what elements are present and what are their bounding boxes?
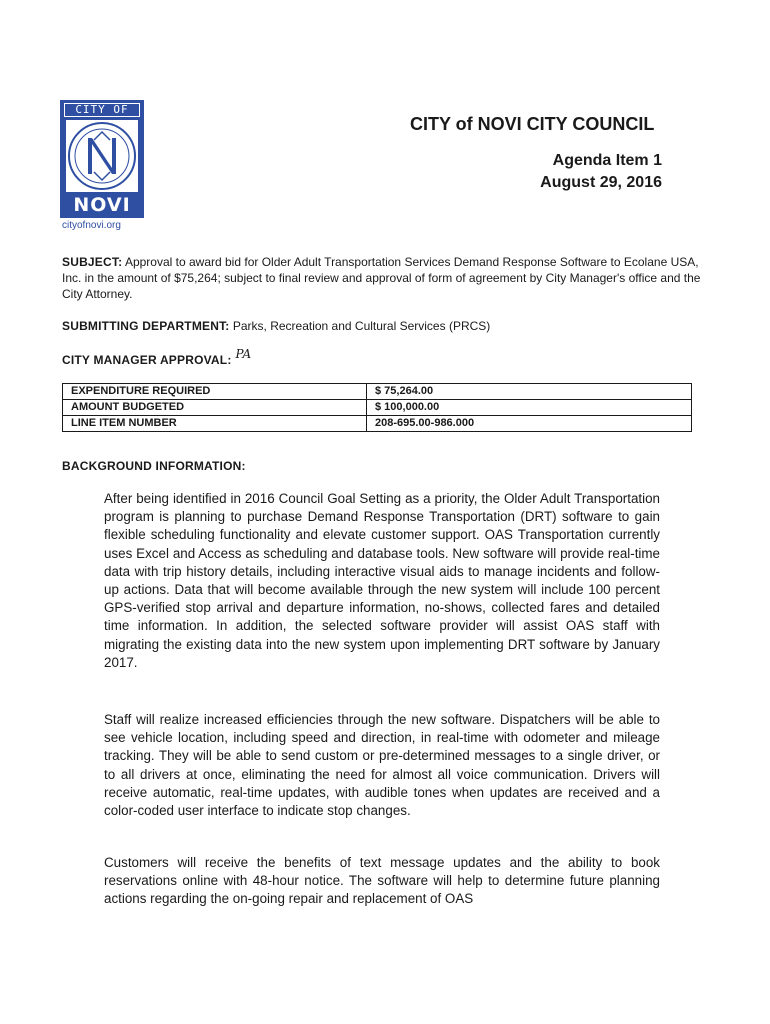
logo-top-text: CITY OF xyxy=(64,103,140,117)
approval-initials: PA xyxy=(235,347,252,361)
amount-budgeted-value: $ 100,000.00 xyxy=(367,400,692,416)
background-heading: BACKGROUND INFORMATION: xyxy=(62,459,246,473)
subject-text: Approval to award bid for Older Adult Transportation Services Demand Response Software to Ecolane USA, Inc. in the amount of $75,264; subject to final review and approval of form of agreement by City Manager's office and the City Attorney. xyxy=(62,255,701,301)
logo-bottom-text: NOVI xyxy=(73,194,131,216)
subject-section xyxy=(62,254,702,302)
submitting-department-label: SUBMITTING DEPARTMENT: xyxy=(62,319,230,333)
submitting-department-text: Parks, Recreation and Cultural Services (PRCS) xyxy=(229,319,491,333)
expenditure-required-label: EXPENDITURE REQUIRED xyxy=(63,384,367,400)
amount-budgeted-label: AMOUNT BUDGETED xyxy=(63,400,367,416)
city-manager-approval-label: CITY MANAGER APPROVAL: xyxy=(62,353,232,367)
table-row xyxy=(63,400,692,416)
background-paragraph: Staff will realize increased efficiencies through the new software. Dispatchers will be able to see vehicle location, including speed and direction, in real-time with odometer and mileage tracking. They will be able to send custom or pre-determined messages to a single driver, or to all drivers at once, eliminating the need for almost all voice communication. Drivers will receive automatic, real-time updates, with audible tones when updates are received and a color-coded user interface to indicate stop changes. xyxy=(104,712,660,819)
city-manager-approval-section xyxy=(62,347,702,368)
agenda-item-number: Agenda Item 1 xyxy=(552,152,662,169)
background-paragraph: Customers will receive the benefits of text message updates and the ability to book reservations online with 48-hour notice. The software will help to determine future planning actions regarding the on-going repair and replacement of OAS xyxy=(104,855,660,907)
subject-label: SUBJECT: xyxy=(62,255,123,269)
agenda-date: August 29, 2016 xyxy=(540,174,662,191)
city-of-novi-logo xyxy=(60,100,144,218)
expenditure-table xyxy=(62,383,692,432)
city-website-url: cityofnovi.org xyxy=(62,220,121,231)
line-item-number-label: LINE ITEM NUMBER xyxy=(63,416,367,432)
submitting-department-section xyxy=(62,318,702,334)
expenditure-required-value: $ 75,264.00 xyxy=(367,384,692,400)
table-row xyxy=(63,416,692,432)
council-title: CITY of NOVI CITY COUNCIL xyxy=(410,114,655,134)
table-row xyxy=(63,384,692,400)
background-paragraph: After being identified in 2016 Council Goal Setting as a priority, the Older Adult Transportation program is planning to purchase Demand Response Transportation (DRT) software to gain flexible scheduling functionality and elevate customer support. OAS Transportation currently uses Excel and Access as scheduling and database tools. New software will provide real-time data with trip history details, including interactive visual aids to manage incidents and follow-up actions. Data that will become available through the new system will include 100 percent GPS-verified stop arrival and departure information, no-shows, collected fares and detailed time information. In addition, the selected software provider will assist OAS staff with migrating the existing data into the new system upon implementing DRT software by January 2017. xyxy=(104,491,660,670)
novi-emblem-icon xyxy=(66,120,138,192)
line-item-number-value: 208-695.00-986.000 xyxy=(367,416,692,432)
